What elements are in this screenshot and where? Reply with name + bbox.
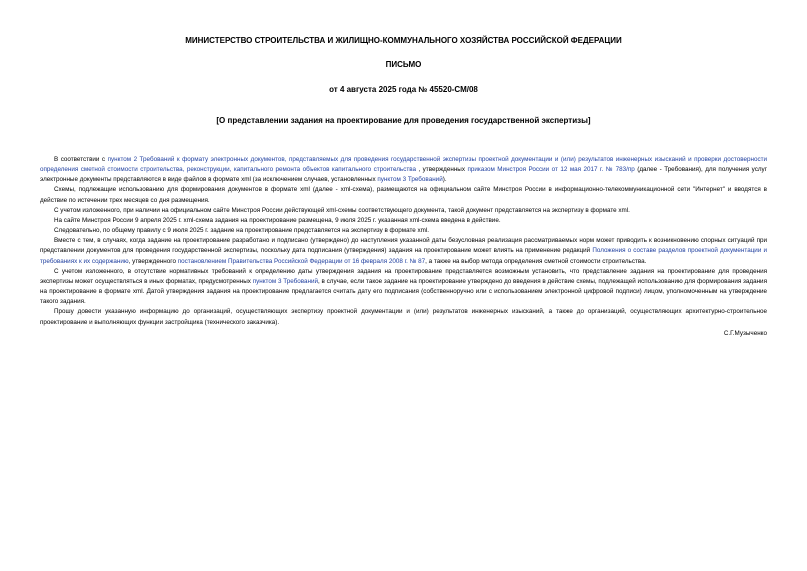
paragraph-8: Прошу довести указанную информацию до организаций, осуществляющих экспертизу проектной документации и (или) результатов инженерных изысканий, а также до организаций, осуществляющих архитектурно-строительное проектирование и выполняющих функции застройщика (технического заказчика). — [40, 308, 767, 326]
link-regulation-sections[interactable]: Положения о составе разделов проектной документации и требованиях к их содержанию — [40, 247, 767, 265]
link-requirements-p3-second[interactable]: пунктом 3 Требований — [252, 277, 319, 285]
paragraph-1: В соответствии с пунктом 2 Требований к формату электронных документов, представляемых для проведения государственной экспертизы проектной документации и (или) результатов инженерных изысканий и проверки достоверности определения сметной стоимости строительства, реконструкции, капитального ремонта объектов капитального строительства , утвержденных приказом Минстроя России от 12 мая 2017 г. № 783/пр (далее - Требования), для получения услуг электронные документы представляются в виде файлов в формате xml (за исключением случаев, установленных пунктом 3 Требований). — [40, 156, 767, 184]
paragraph-2: Схемы, подлежащие использованию для формирования документов в формате xml (далее - xml-схема), размещаются на официальном сайте Минстроя России в информационно-телекоммуникационной сети "Интернет" и вводятся в действие по истечении трех месяцев со дня размещения. — [40, 186, 767, 204]
document-date-number: от 4 августа 2025 года № 45520-СМ/08 — [329, 85, 478, 94]
paragraph-3: С учетом изложенного, при наличии на официальном сайте Минстроя России действующей xml-схемы соответствующего документа, такой документ представляется на экспертизу в формате xml. — [54, 206, 630, 214]
paragraph-4: На сайте Минстроя России 9 апреля 2025 г. xml-схема задания на проектирование размещена, 9 июля 2025 г. указанная xml-схема введена в действие. — [54, 216, 501, 224]
paragraph-7: С учетом изложенного, в отсутствие нормативных требований к определению даты утверждения задания на проектирование представляется возможным установить, что представление задания на проектирование для проведения экспертизы может осуществляться в иных форматах, предусмотренных пунктом 3 Требований, в случае, если такое задание на проектирование утверждено до введения в действие схемы, подлежащей использованию для формирования задания на проектирование в формате xml. Датой утверждения задания на проектирование предлагается считать дату его подписания (собственноручно или с использованием электронной цифровой подписи) лицом, уполномоченным на утверждение такого задания. — [40, 267, 767, 306]
link-resolution-87[interactable]: постановлением Правительства Российской Федерации от 16 февраля 2008 г. № 87 — [177, 257, 426, 265]
ministry-title: МИНИСТЕРСТВО СТРОИТЕЛЬСТВА И ЖИЛИЩНО-КОММУНАЛЬНОГО ХОЗЯЙСТВА РОССИЙСКОЙ ФЕДЕРАЦИИ — [185, 36, 622, 45]
link-order-783[interactable]: приказом Минстроя России от 12 мая 2017 г. № 783/пр — [467, 166, 635, 174]
link-requirements-p3[interactable]: пунктом 3 Требований — [377, 176, 443, 184]
document-subject: [О представлении задания на проектирование для проведения государственной экспертизы] — [216, 116, 591, 125]
paragraph-6: Вместе с тем, в случаях, когда задание на проектирование разработано и подписано (утверждено) до наступления указанной даты безусловная реализация рассматриваемых норм может приводить к возникновению спорных ситуаций при представлении документов для проведения государственной экспертизы, поскольку дата подписания (утверждения) задания на проектирование может влиять на применение редакций Положения о составе разделов проектной документации и требованиях к их содержанию, утвержденного постановлением Правительства Российской Федерации от 16 февраля 2008 г. № 87, а также на выбор метода определения сметной стоимости строительства. — [40, 237, 767, 265]
document-type: ПИСЬМО — [385, 60, 422, 69]
signature: С.Г.Музыченко — [723, 329, 767, 337]
link-requirements-p2[interactable]: пунктом 2 Требований к формату электронных документов, представляемых для проведения государственной экспертизы проектной документации и (или) результатов инженерных изысканий и проверки достоверности определения сметной стоимости строительства, реконструкции, капитального ремонта объектов капитального строительства — [40, 156, 767, 174]
letter-body — [40, 155, 767, 328]
paragraph-5: Следовательно, по общему правилу с 9 июля 2025 г. задание на проектирование представляется на экспертизу в формате xml. — [54, 227, 430, 235]
